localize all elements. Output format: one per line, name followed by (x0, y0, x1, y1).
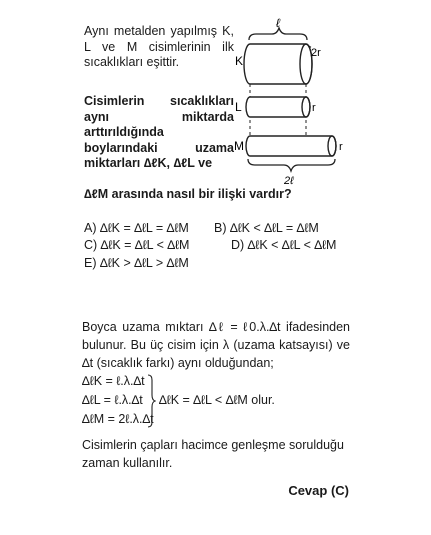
solution-eq-m: ∆ℓM = 2ℓ.λ.∆t (82, 412, 154, 426)
length-label-top: ℓ (276, 18, 280, 30)
question-tail: ∆ℓM arasında nasıl bir ilişki vardır? (84, 187, 292, 201)
solution-paragraph-1: Boyca uzama mıktarı ∆ℓ = ℓ0.λ.∆t ifadesinden bulunur. Bu üç cisim için λ (uzama katsayısı) ve ∆t (sıcaklık farkı) aynı olduğundan; (82, 320, 350, 370)
length-label-bottom: 2ℓ (284, 175, 294, 187)
option-a: A) ∆ℓK = ∆ℓL = ∆ℓM (84, 221, 189, 235)
length-brace-bottom (248, 159, 335, 171)
cylinder-m (246, 136, 336, 156)
cylinder-k (244, 44, 312, 84)
option-e: E) ∆ℓK > ∆ℓL > ∆ℓM (84, 256, 189, 270)
option-d: D) ∆ℓK < ∆ℓL < ∆ℓM (231, 238, 337, 252)
option-b: B) ∆ℓK < ∆ℓL = ∆ℓM (214, 221, 319, 235)
question-intro: Aynı metalden yapılmış K, L ve M cisimlerinin ilk sıcaklıkları eşittir. (84, 24, 234, 70)
option-c: C) ∆ℓK = ∆ℓL < ∆ℓM (84, 238, 190, 252)
label-l: L (235, 100, 242, 114)
question-bold-text: Cisimlerin sıcaklıkları aynı miktarda arttırıldığında boylarındaki uzama miktarları ∆ℓK, ∆ℓL ve (84, 94, 234, 171)
cylinder-l (246, 97, 310, 117)
solution-paragraph-2: Cisimlerin çapları hacimce genleşme sorulduğu zaman kullanılır. (82, 438, 344, 470)
label-m: M (234, 139, 244, 153)
solution-eq-k: ∆ℓK = ℓ.λ.∆t (82, 374, 145, 388)
curly-brace (146, 374, 156, 428)
solution-eq-l: ∆ℓL = ℓ.λ.∆t (82, 393, 143, 407)
radius-l: r (312, 102, 316, 114)
solution-result: ∆ℓK = ∆ℓL < ∆ℓM olur. (159, 393, 275, 407)
radius-m: r (339, 141, 343, 153)
radius-k: 2r (311, 47, 321, 59)
label-k: K (235, 54, 244, 68)
answer-label: Cevap (C) (288, 483, 349, 498)
cylinders-figure (228, 18, 358, 188)
